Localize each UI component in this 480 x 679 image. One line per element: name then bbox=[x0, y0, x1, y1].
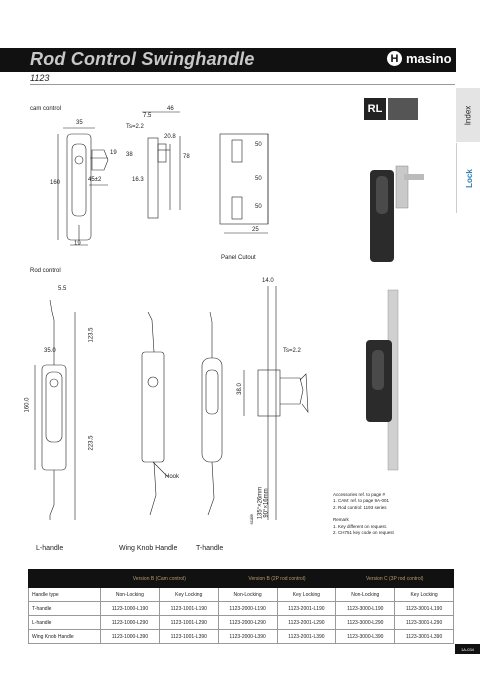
table-cell: 1123-2001-L190 bbox=[277, 602, 336, 616]
caption-wing-knob: Wing Knob Handle bbox=[119, 545, 178, 552]
table-cell: 1123-2001-L290 bbox=[277, 616, 336, 630]
dim-19b: 19 bbox=[74, 241, 81, 247]
page-number: 1A-034 bbox=[455, 644, 480, 654]
dim-7-5: 7.5 bbox=[143, 113, 152, 119]
ordering-table bbox=[28, 569, 454, 644]
table-row bbox=[29, 602, 454, 616]
table-group-row bbox=[29, 570, 454, 588]
table-cell: 1123-2001-L390 bbox=[277, 630, 336, 644]
page-title: Rod Control Swinghandle bbox=[30, 49, 255, 69]
column-header: Non-Locking bbox=[218, 588, 277, 602]
panel-dim-50b: 50 bbox=[255, 176, 262, 182]
table-cell: L-handle bbox=[29, 616, 101, 630]
model-number: 1123 bbox=[30, 73, 50, 83]
table-cell: 1123-1001-L190 bbox=[159, 602, 218, 616]
table-cell: 1123-1001-L390 bbox=[159, 630, 218, 644]
table-cell: 1123-3000-L290 bbox=[336, 616, 395, 630]
group-version-c-3p: Version C (3P rod control) bbox=[336, 570, 454, 588]
table-cell: 1123-1001-L290 bbox=[159, 616, 218, 630]
remark-title: Remark bbox=[333, 517, 349, 523]
table-cell: 1123-1000-L190 bbox=[101, 602, 160, 616]
masino-logo-icon: H bbox=[387, 51, 402, 66]
rod-dim-160: 160.0 bbox=[24, 397, 31, 413]
rod-dim-223-5: 223.5 bbox=[88, 435, 95, 451]
brand-name: masino bbox=[406, 51, 452, 66]
dim-46: 46 bbox=[167, 106, 174, 112]
cam-control-label: cam control bbox=[30, 106, 62, 112]
caption-l-handle: L-handle bbox=[36, 545, 64, 552]
hook-label: Hook bbox=[165, 474, 180, 480]
column-header: Handle type bbox=[29, 588, 101, 602]
table-cell: 1123-2000-L390 bbox=[218, 630, 277, 644]
table-cell: 1123-3000-L390 bbox=[336, 630, 395, 644]
dim-38: 38 bbox=[126, 152, 133, 158]
column-header: Non-Locking bbox=[336, 588, 395, 602]
table-cell: 1123-3001-L390 bbox=[395, 630, 454, 644]
group-version-b-cam: Version B (Cam control) bbox=[101, 570, 219, 588]
dim-20-8: 20.8 bbox=[164, 134, 176, 140]
dim-45: 45±2 bbox=[88, 177, 102, 183]
accessory-item-1: 1. CAM: ref. to page 9A-001 bbox=[333, 498, 390, 504]
column-header: Key Locking bbox=[277, 588, 336, 602]
tab-lock-label: Lock bbox=[464, 168, 474, 188]
table-cell: 1123-2000-L290 bbox=[218, 616, 277, 630]
table-header-row bbox=[29, 588, 454, 602]
table-corner bbox=[29, 570, 101, 588]
table-cell: 1123-2000-L190 bbox=[218, 602, 277, 616]
accessory-item-2: 2. Rod control: 1193 series bbox=[333, 504, 387, 510]
column-header: Key Locking bbox=[395, 588, 454, 602]
accessories-notes bbox=[333, 492, 394, 536]
rl-badge: RL bbox=[364, 98, 386, 120]
rod-dim-5-5: 5.5 bbox=[58, 286, 67, 292]
dim-16-3: 16.3 bbox=[132, 177, 144, 183]
rod-dim-35: 35.0 bbox=[44, 348, 56, 354]
accessories-title: Accessories ref. to page # bbox=[333, 492, 386, 497]
rod-scale-label: scale bbox=[249, 513, 255, 525]
rod-dim-38: 38.0 bbox=[236, 383, 243, 395]
dim-19a: 19 bbox=[110, 150, 117, 156]
tab-index-label: Index bbox=[463, 105, 473, 125]
dim-160: 160 bbox=[50, 180, 61, 186]
remark-item-2: 2. CH751 key code on request bbox=[333, 530, 394, 536]
column-header: Key Locking bbox=[159, 588, 218, 602]
group-version-b-2p: Version B (2P rod control) bbox=[218, 570, 336, 588]
rod-dim-123-5: 123.5 bbox=[88, 327, 95, 343]
table-row bbox=[29, 616, 454, 630]
table-cell: 1123-3001-L190 bbox=[395, 602, 454, 616]
panel-dim-50a: 50 bbox=[255, 142, 262, 148]
rod-spec-90: 90°×16mm bbox=[263, 488, 270, 518]
caption-t-handle: T-handle bbox=[196, 545, 224, 552]
dim-35: 35 bbox=[76, 120, 83, 126]
table-cell: Wing Knob Handle bbox=[29, 630, 101, 644]
table-cell: 1123-3001-L290 bbox=[395, 616, 454, 630]
panel-dim-50c: 50 bbox=[255, 204, 262, 210]
panel-cutout-caption: Panel Cutout bbox=[221, 255, 256, 261]
table-cell: T-handle bbox=[29, 602, 101, 616]
table-cell: 1123-1000-L390 bbox=[101, 630, 160, 644]
rod-control-label: Rod control bbox=[30, 268, 61, 274]
panel-dim-25: 25 bbox=[252, 227, 259, 233]
table-cell: 1123-3000-L190 bbox=[336, 602, 395, 616]
remark-item-1: 1. Key different on request. bbox=[333, 523, 387, 529]
rod-dim-ts: Ts=2.2 bbox=[283, 348, 301, 354]
rod-spec-135: 135°×26mm bbox=[257, 486, 264, 520]
column-header: Non-Locking bbox=[101, 588, 160, 602]
table-cell: 1123-1000-L290 bbox=[101, 616, 160, 630]
table-row bbox=[29, 630, 454, 644]
dim-ts: Ts=2.2 bbox=[126, 124, 144, 130]
rod-dim-14: 14.0 bbox=[262, 278, 274, 284]
dim-78: 78 bbox=[183, 154, 190, 160]
